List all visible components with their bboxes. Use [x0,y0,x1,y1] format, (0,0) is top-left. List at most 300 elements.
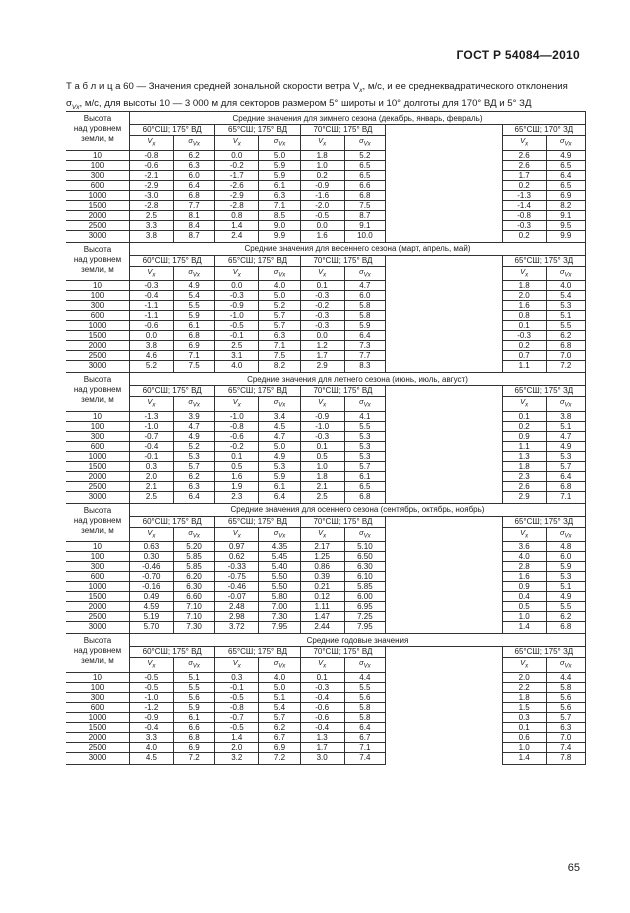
value-cell: -0.4 [300,692,344,702]
gap-cell [386,582,503,592]
table-row [66,331,586,341]
value-cell: 7.95 [259,622,301,634]
value-cell: 7.5 [344,200,386,210]
sector-header: 65°СШ; 175° ЗД [502,386,585,397]
value-cell: 9.1 [344,220,386,230]
value-cell: 5.6 [344,692,386,702]
altitude-cell: 600 [66,311,129,321]
value-cell: 2.17 [300,542,344,552]
altitude-cell: 1000 [66,582,129,592]
symbol-vx [129,527,173,542]
value-cell: 5.45 [259,552,301,562]
value-cell: 3.8 [129,230,173,242]
value-cell: -0.5 [129,672,173,682]
value-cell: 4.5 [259,421,301,431]
value-cell: -0.1 [129,451,173,461]
table-row [66,341,586,351]
symbol-vx [129,266,173,281]
value-cell: 6.2 [546,331,585,341]
value-cell: 1.2 [300,341,344,351]
value-cell: 6.6 [173,722,215,732]
gap-cell [386,672,503,682]
value-cell: -0.3 [502,331,546,341]
value-cell: 9.1 [546,210,585,220]
value-cell: 4.9 [546,441,585,451]
gap-cell [386,516,503,527]
value-cell: 0.12 [300,592,344,602]
table-row [66,180,586,190]
symbol-sub-x: x [152,141,156,148]
value-cell: 1.9 [215,481,259,491]
value-cell: 0.3 [215,672,259,682]
gap-cell [386,386,503,397]
value-cell: -0.3 [300,311,344,321]
altitude-header-line: над уровнем [73,646,122,655]
value-cell: 7.95 [344,622,386,634]
value-cell: 5.20 [173,542,215,552]
table-row [66,732,586,742]
gap-cell [386,341,503,351]
value-cell: 6.3 [173,481,215,491]
value-cell: 1.0 [300,461,344,471]
value-cell: -0.3 [215,291,259,301]
value-cell: 0.8 [215,210,259,220]
value-cell: 5.2 [129,361,173,373]
symbol-s: σ [188,266,193,276]
value-cell: 3.8 [129,341,173,351]
value-cell: 8.7 [344,210,386,220]
symbol-sigma [546,658,585,673]
altitude-cell: 1500 [66,592,129,602]
value-cell: 7.8 [546,752,585,764]
value-cell: 6.1 [173,321,215,331]
value-cell: 4.0 [259,281,301,291]
table-row [66,712,586,722]
table-row [66,200,586,210]
table-row [66,461,586,471]
symbol-v: V [232,658,238,667]
value-cell: 3.6 [502,542,546,552]
value-cell: 4.0 [546,281,585,291]
altitude-header-line: Высота [83,244,112,254]
value-cell: 5.5 [546,321,585,331]
value-cell: -0.8 [215,421,259,431]
value-cell: 7.1 [344,742,386,752]
gap-cell [386,230,503,242]
altitude-cell: 2500 [66,742,129,752]
value-cell: 8.2 [259,361,301,373]
symbol-s: σ [273,136,279,145]
value-cell: 5.3 [546,301,585,311]
value-cell: 1.7 [502,170,546,180]
table-row [66,361,586,373]
symbol-sigma [546,266,585,281]
table-row [66,170,586,180]
value-cell: 1.4 [502,622,546,634]
value-cell: 5.1 [546,582,585,592]
value-cell: -0.5 [129,682,173,692]
altitude-cell: 600 [66,702,129,712]
gap-cell [386,572,503,582]
symbol-v: V [318,397,324,406]
symbol-sub-x: x [525,533,529,539]
symbol-v: V [520,658,526,667]
symbol-sigma [173,658,215,673]
sector-header: 70°СШ; 175° ВД [300,516,385,527]
gap-cell [386,190,503,200]
value-cell: 5.2 [173,441,215,451]
value-cell: 0.62 [215,552,259,562]
symbol-sigma [344,658,386,673]
value-cell: 2.0 [215,742,259,752]
value-cell: 6.3 [259,190,301,200]
value-cell: 2.9 [300,361,344,373]
sector-header: 70°СШ; 175° ВД [300,255,385,266]
table-row [66,150,586,160]
symbol-sub-vx: Vx [564,272,572,278]
value-cell: 6.4 [344,722,386,732]
value-cell: -1.2 [129,702,173,712]
value-cell: 7.10 [173,602,215,612]
value-cell: 0.5 [215,461,259,471]
sector-header: 70°СШ; 175° ВД [300,386,385,397]
symbol-sub-vx: Vx [278,533,286,539]
altitude-header [66,112,129,151]
value-cell: 5.85 [344,582,386,592]
gap-cell [386,311,503,321]
caption-mid: , м/с, и ее среднеквадратического отклонения σ [66,81,568,109]
gap-cell [386,361,503,373]
table-row [66,431,586,441]
gap-cell [386,658,503,673]
value-cell: 9.9 [546,230,585,242]
gap-cell [386,612,503,622]
altitude-cell: 1500 [66,461,129,471]
value-cell: 6.8 [546,481,585,491]
value-cell: 6.1 [173,712,215,722]
value-cell: 5.5 [546,602,585,612]
value-cell: 5.5 [344,682,386,692]
value-cell: 2.6 [502,150,546,160]
value-cell: 4.9 [546,592,585,602]
value-cell: 0.9 [502,582,546,592]
symbol-v: V [232,136,238,145]
altitude-header-line: земли, м [81,656,114,665]
symbol-s: σ [359,136,364,145]
value-cell: 7.7 [173,200,215,210]
caption-suffix: , м/с, для высоты 10 — 3 000 м для секторов размером 5° широты и 10° долготы для 170° ВД и 5° ЗД [79,97,532,109]
symbol-row [66,658,586,673]
value-cell: -0.8 [502,210,546,220]
symbol-vx [300,266,344,281]
altitude-cell: 10 [66,150,129,160]
value-cell: -1.6 [300,190,344,200]
gap-cell [386,461,503,471]
value-cell: 2.6 [502,160,546,170]
table-row [66,471,586,481]
value-cell: -1.0 [129,421,173,431]
value-cell: 1.4 [502,752,546,764]
value-cell: 6.8 [546,622,585,634]
sector-row [66,386,586,397]
value-cell: 4.5 [129,752,173,764]
symbol-v: V [232,397,238,406]
gap-cell [386,411,503,421]
altitude-cell: 2500 [66,481,129,491]
value-cell: 5.5 [344,421,386,431]
value-cell: 0.0 [300,220,344,230]
value-cell: -0.1 [215,682,259,692]
value-cell: 5.1 [259,692,301,702]
symbol-v: V [520,527,526,537]
caption-sub-x: x [359,86,363,94]
altitude-cell: 1000 [66,451,129,461]
value-cell: 5.7 [259,321,301,331]
symbol-s: σ [273,266,279,276]
symbol-sub-x: x [237,272,241,278]
gap-cell [386,291,503,301]
value-cell: -2.8 [129,200,173,210]
value-cell: 7.30 [173,622,215,634]
symbol-s: σ [273,397,279,406]
symbol-s: σ [359,527,364,537]
value-cell: 2.1 [300,481,344,491]
table-row [66,602,586,612]
value-cell: 6.8 [173,190,215,200]
table-row [66,301,586,311]
value-cell: -0.46 [129,562,173,572]
value-cell: 7.7 [344,351,386,361]
gap-cell [386,692,503,702]
table-row [66,190,586,200]
value-cell: -0.4 [300,722,344,732]
value-cell: 0.1 [300,281,344,291]
value-cell: -0.4 [129,291,173,301]
value-cell: 0.1 [300,441,344,451]
altitude-cell: 2000 [66,732,129,742]
altitude-header-line: над уровнем [73,124,122,133]
altitude-cell: 2000 [66,602,129,612]
symbol-sub-vx: Vx [192,272,200,278]
document-standard-header: ГОСТ Р 54084—2010 [456,48,580,62]
gap-cell [386,752,503,764]
value-cell: -1.3 [129,411,173,421]
value-cell: 3.1 [215,351,259,361]
value-cell: 4.9 [173,281,215,291]
value-cell: 6.0 [173,170,215,180]
value-cell: 1.6 [300,230,344,242]
value-cell: 2.6 [502,481,546,491]
value-cell: -0.4 [129,722,173,732]
value-cell: 0.1 [502,411,546,421]
table-row [66,491,586,503]
value-cell: 7.10 [173,612,215,622]
value-cell: 0.5 [502,602,546,612]
altitude-cell: 100 [66,421,129,431]
value-cell: 1.4 [215,732,259,742]
value-cell: -0.75 [215,572,259,582]
value-cell: -0.2 [300,301,344,311]
value-cell: 0.2 [502,421,546,431]
value-cell: 0.0 [215,150,259,160]
value-cell: 2.5 [300,491,344,503]
altitude-header-line: земли, м [81,264,114,274]
altitude-cell: 2500 [66,220,129,230]
season-title: Средние значения для весеннего сезона (март, апрель, май) [129,242,585,255]
value-cell: 0.1 [300,672,344,682]
value-cell: 3.9 [173,411,215,421]
value-cell: 6.8 [173,732,215,742]
value-cell: -0.9 [300,180,344,190]
value-cell: 4.0 [502,552,546,562]
value-cell: -1.1 [129,301,173,311]
gap-cell [386,722,503,732]
value-cell: 8.1 [173,210,215,220]
table-row [66,411,586,421]
value-cell: 2.4 [215,230,259,242]
altitude-header-line: Высота [83,636,112,645]
table-row [66,592,586,602]
table-row [66,230,586,242]
symbol-sub-vx: Vx [363,402,371,409]
value-cell: 6.3 [546,722,585,732]
value-cell: 5.4 [259,702,301,712]
value-cell: 5.4 [173,291,215,301]
value-cell: -2.9 [129,180,173,190]
altitude-cell: 2500 [66,351,129,361]
value-cell: 4.9 [546,150,585,160]
value-cell: 5.19 [129,612,173,622]
symbol-vx [215,136,259,151]
value-cell: 5.6 [546,702,585,712]
table-row [66,160,586,170]
value-cell: 0.97 [215,542,259,552]
value-cell: 1.5 [502,702,546,712]
value-cell: -0.8 [129,150,173,160]
value-cell: 7.0 [546,351,585,361]
value-cell: 5.6 [546,692,585,702]
value-cell: -0.3 [300,682,344,692]
value-cell: 6.2 [259,722,301,732]
symbol-sub-vx: Vx [564,141,572,148]
symbol-sub-x: x [152,663,156,670]
sector-header: 60°СШ; 175° ВД [129,125,214,136]
symbol-v: V [147,658,153,667]
symbol-vx [300,527,344,542]
value-cell: 5.0 [259,441,301,451]
symbol-v: V [318,658,324,667]
table-row [66,562,586,572]
sector-header: 65°СШ; 175° ЗД [502,647,585,658]
altitude-cell: 10 [66,411,129,421]
value-cell: 5.7 [546,461,585,471]
value-cell: 2.5 [129,491,173,503]
value-cell: 6.0 [546,552,585,562]
symbol-v: V [520,397,526,406]
symbol-sigma [173,136,215,151]
value-cell: 8.7 [173,230,215,242]
value-cell: 5.3 [546,451,585,461]
value-cell: 7.5 [259,351,301,361]
value-cell: 6.5 [546,180,585,190]
value-cell: 6.30 [344,562,386,572]
value-cell: 0.0 [300,331,344,341]
value-cell: 5.70 [129,622,173,634]
value-cell: 9.0 [259,220,301,230]
value-cell: 6.00 [344,592,386,602]
value-cell: 6.4 [546,471,585,481]
season-title-row [66,503,586,516]
symbol-vx [129,658,173,673]
value-cell: -0.6 [215,431,259,441]
value-cell: 2.8 [502,562,546,572]
value-cell: 5.85 [173,562,215,572]
value-cell: 5.8 [344,702,386,712]
value-cell: 7.25 [344,612,386,622]
value-cell: 4.9 [173,431,215,441]
gap-cell [386,351,503,361]
value-cell: 4.8 [546,542,585,552]
value-cell: -0.2 [215,441,259,451]
value-cell: 0.3 [129,461,173,471]
gap-cell [386,431,503,441]
value-cell: 5.9 [173,702,215,712]
value-cell: 0.1 [502,321,546,331]
value-cell: -0.1 [215,331,259,341]
value-cell: 6.7 [344,732,386,742]
value-cell: -0.07 [215,592,259,602]
value-cell: 5.4 [546,291,585,301]
sector-header: 65°СШ; 175° ВД [215,255,300,266]
value-cell: 5.8 [344,301,386,311]
symbol-sub-vx: Vx [278,663,286,670]
altitude-cell: 3000 [66,752,129,764]
value-cell: 6.5 [546,160,585,170]
gap-cell [386,281,503,291]
gap-cell [386,150,503,160]
value-cell: 7.00 [259,602,301,612]
table-row [66,351,586,361]
value-cell: 1.11 [300,602,344,612]
value-cell: 5.0 [259,150,301,160]
value-cell: -1.7 [215,170,259,180]
value-cell: 5.5 [173,301,215,311]
value-cell: 7.1 [173,351,215,361]
symbol-s: σ [560,266,565,276]
value-cell: 1.3 [502,451,546,461]
gap-cell [386,712,503,722]
value-cell: 7.2 [546,361,585,373]
table-row [66,291,586,301]
value-cell: 5.3 [344,431,386,441]
season-title: Средние значения для летнего сезона (июнь, июль, август) [129,373,585,386]
altitude-cell: 100 [66,552,129,562]
value-cell: -2.8 [215,200,259,210]
value-cell: 7.1 [259,341,301,351]
value-cell: 1.6 [502,572,546,582]
gap-cell [386,125,503,136]
value-cell: 6.2 [546,612,585,622]
value-cell: 7.2 [259,752,301,764]
symbol-sub-x: x [152,533,156,539]
symbol-sub-x: x [525,272,529,278]
symbol-s: σ [273,527,279,537]
value-cell: -1.0 [215,411,259,421]
value-cell: -0.46 [215,582,259,592]
gap-cell [386,136,503,151]
symbol-sub-vx: Vx [363,663,371,670]
symbol-v: V [318,266,324,276]
